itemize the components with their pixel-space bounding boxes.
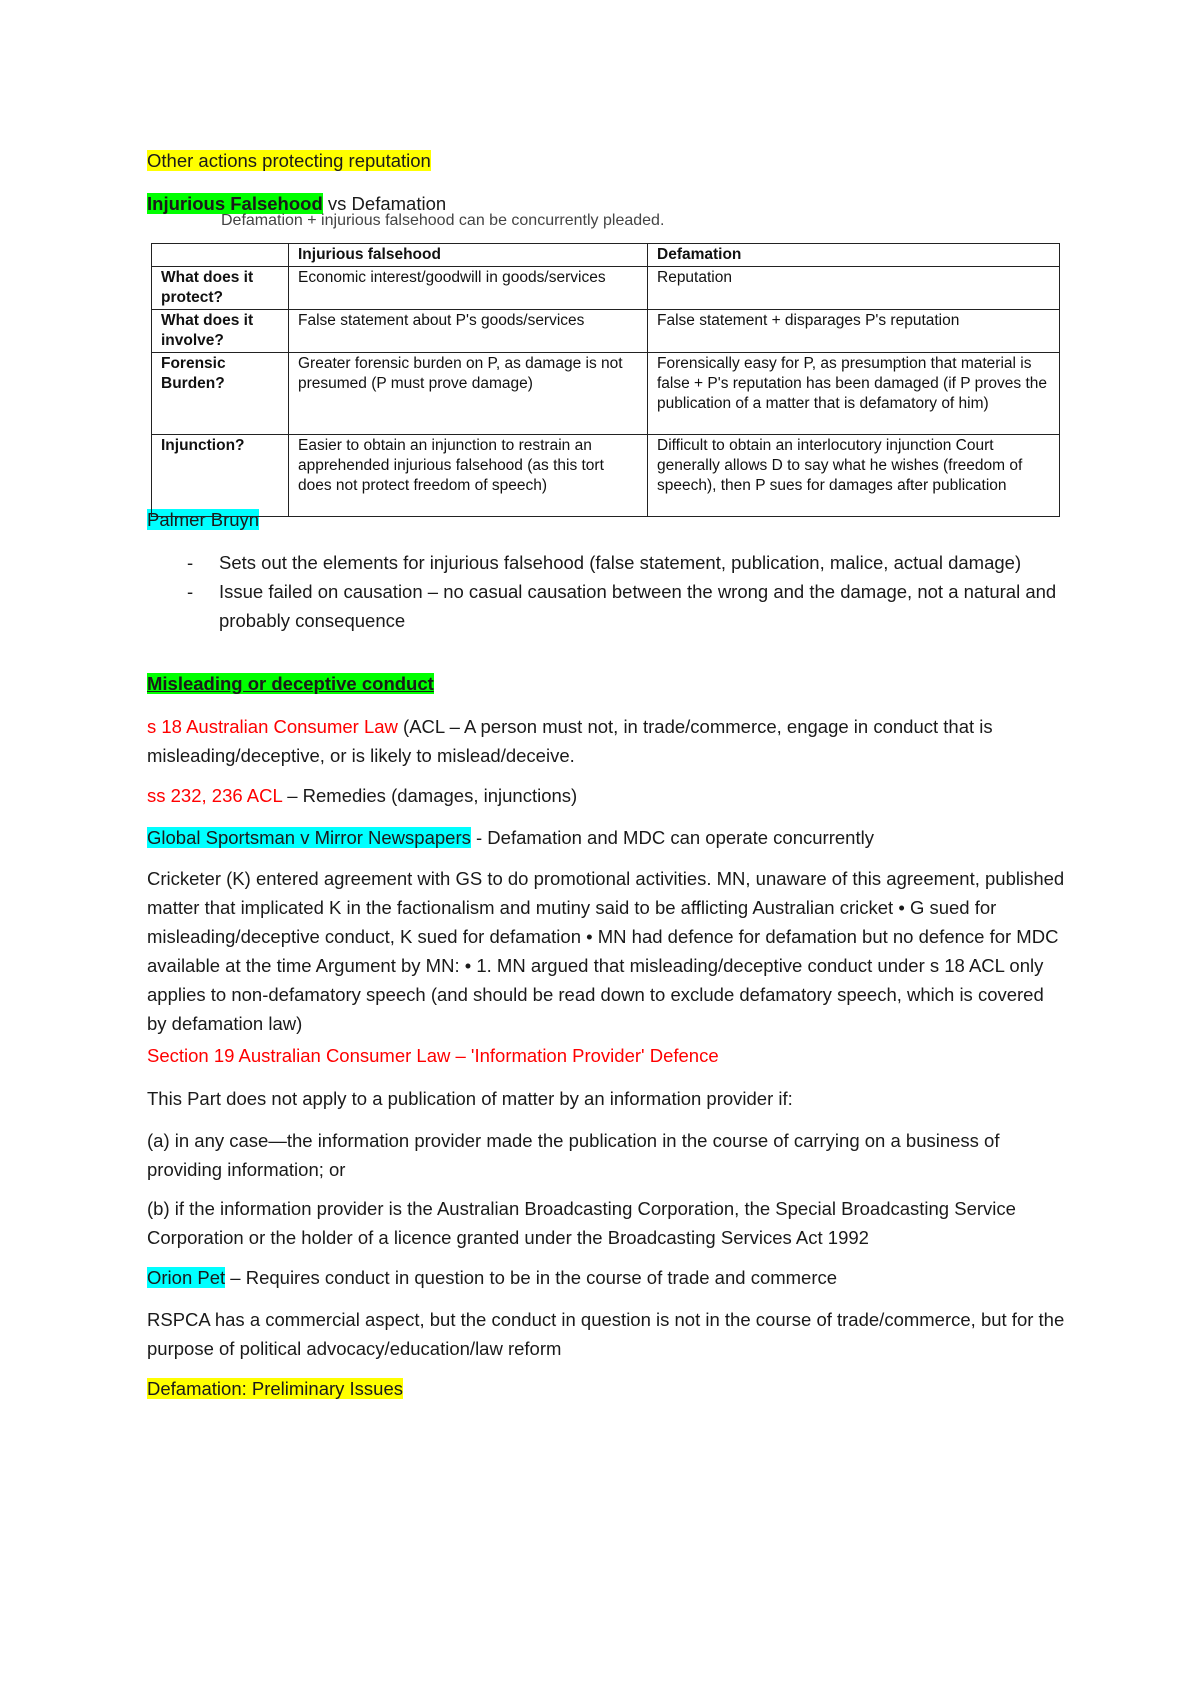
cell-injurious: Economic interest/goodwill in goods/services: [289, 267, 648, 310]
table-row: [152, 310, 1060, 353]
cell-defamation: Difficult to obtain an interlocutory injunction Court generally allows D to say what he wishes (freedom of speech), then P sues for damages after publication: [648, 435, 1060, 517]
s19-a: (a) in any case—the information provider made the publication in the course of carrying on a business of providing information; or: [147, 1130, 1000, 1180]
table-row: [152, 435, 1060, 517]
cell-defamation: Reputation: [648, 267, 1060, 310]
table-row: [152, 267, 1060, 310]
s18-ref: s 18 Australian Consumer Law: [147, 716, 398, 737]
global-sportsman-paragraph: Global Sportsman v Mirror Newspapers - Defamation and MDC can operate concurrently: [147, 827, 874, 848]
comparison-table-image: [151, 212, 1060, 518]
comparison-table: [151, 243, 1060, 517]
row-label: Injunction?: [152, 435, 289, 517]
s19-b: (b) if the information provider is the Australian Broadcasting Corporation, the Special Broadcasting Service Corporation or the holder of a licence granted under the Broadcasting Services Act 1992: [147, 1198, 1016, 1248]
ss232-ref: ss 232, 236 ACL: [147, 785, 283, 806]
palmer-bruyn-list: [147, 548, 1067, 635]
defamation-prelim-heading: Defamation: Preliminary Issues: [147, 1378, 404, 1399]
list-item: - Issue failed on causation – no casual causation between the wrong and the damage, not a natural and probably consequence: [187, 581, 1057, 631]
s19-heading: Section 19 Australian Consumer Law – 'Information Provider' Defence: [147, 1045, 719, 1066]
cell-defamation: False statement + disparages P's reputation: [648, 310, 1060, 353]
table-header-cell: [152, 244, 289, 267]
rspca-paragraph: RSPCA has a commercial aspect, but the conduct in question is not in the course of trade/commerce, but for the purpose of political advocacy/education/law reform: [147, 1309, 1065, 1359]
table-header-row: [152, 244, 1060, 267]
ss232-paragraph: ss 232, 236 ACL – Remedies (damages, injunctions): [147, 785, 578, 806]
row-label: What does it protect?: [152, 267, 289, 310]
table-header-cell: Injurious falsehood: [289, 244, 648, 267]
orion-case: Orion Pet: [147, 1267, 226, 1288]
injurious-falsehood-highlight: Injurious Falsehood: [147, 193, 323, 214]
global-sportsman-case: Global Sportsman v Mirror Newspapers: [147, 827, 471, 848]
mdc-heading: Misleading or deceptive conduct: [147, 673, 434, 694]
row-label: Forensic Burden?: [152, 353, 289, 435]
list-item: - Sets out the elements for injurious falsehood (false statement, publication, malice, actual damage): [187, 552, 1022, 573]
table-row: [152, 353, 1060, 435]
row-label: What does it involve?: [152, 310, 289, 353]
cell-injurious: Greater forensic burden on P, as damage is not presumed (P must prove damage): [289, 353, 648, 435]
table-cut-caption: Defamation + injurious falsehood can be concurrently pleaded.: [221, 212, 665, 229]
heading-other-actions: Other actions protecting reputation: [147, 150, 431, 171]
s18-paragraph: s 18 Australian Consumer Law (ACL – A person must not, in trade/commerce, engage in conduct that is misleading/deceptive, or is likely to mislead/deceive.: [147, 716, 993, 766]
table-header-cell: Defamation: [648, 244, 1060, 267]
cell-defamation: Forensically easy for P, as presumption that material is false + P's reputation has been damaged (if P proves the publication of a matter that is defamatory of him): [648, 353, 1060, 435]
cell-injurious: False statement about P's goods/services: [289, 310, 648, 353]
injurious-heading: Injurious Falsehood vs Defamation: [147, 193, 447, 214]
cricketer-paragraph: Cricketer (K) entered agreement with GS to do promotional activities. MN, unaware of this agreement, published matter that implicated K in the factionalism and mutiny said to be afflicting Australian cricket • G sued for misleading/deceptive conduct, K sued for defamation • MN had defence for defamation but no defence for MDC available at the time Argument by MN: • 1. MN argued that misleading/deceptive conduct under s 18 ACL only applies to non-defamatory speech (and should be read down to exclude defamatory speech, which is covered by defamation law): [147, 868, 1065, 1034]
orion-paragraph: Orion Pet – Requires conduct in question to be in the course of trade and commerce: [147, 1267, 838, 1288]
palmer-bruyn-title: Palmer Bruyn: [147, 509, 260, 530]
cell-injurious: Easier to obtain an injunction to restrain an apprehended injurious falsehood (as this tort does not protect freedom of speech): [289, 435, 648, 517]
s19-intro: This Part does not apply to a publication of matter by an information provider if:: [147, 1088, 793, 1109]
